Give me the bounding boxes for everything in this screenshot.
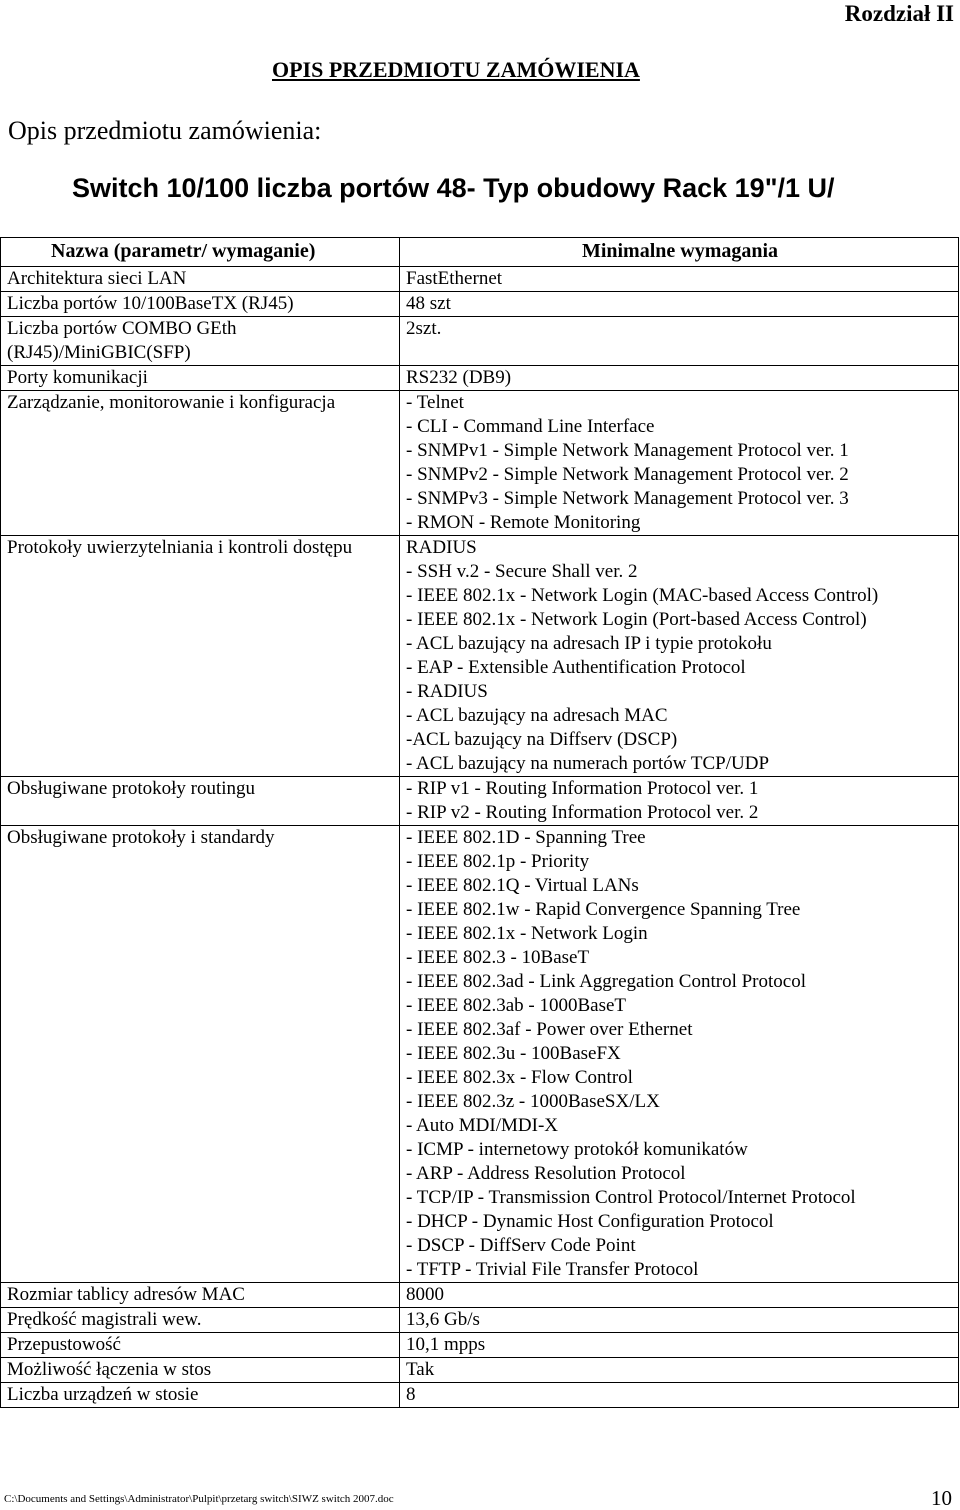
requirement-line: RS232 (DB9) — [406, 367, 512, 388]
requirement-line: -ACL bazujący na Diffserv (DSCP) — [406, 729, 678, 750]
requirement-line: 48 szt — [406, 293, 451, 314]
table-row — [1, 366, 959, 391]
requirement-line: - RMON - Remote Monitoring — [406, 512, 641, 533]
parameter-name: Architektura sieci LAN — [1, 267, 400, 292]
parameter-name: Liczba portów 10/100BaseTX (RJ45) — [1, 292, 400, 317]
parameter-name: Zarządzanie, monitorowanie i konfiguracja — [1, 391, 400, 536]
requirement-line: 8000 — [406, 1284, 444, 1305]
requirement-line: Tak — [406, 1359, 435, 1380]
requirement-line: - EAP - Extensible Authentification Protocol — [406, 657, 746, 678]
requirement-line: - RIP v2 - Routing Information Protocol ver. 2 — [406, 802, 759, 823]
requirement-line: - RADIUS — [406, 681, 488, 702]
header-name-column: Nazwa (parametr/ wymaganie) — [1, 238, 400, 267]
parameter-requirements — [400, 777, 959, 826]
header-requirements-column: Minimalne wymagania — [400, 238, 959, 267]
requirement-line: - ACL bazujący na adresach MAC — [406, 705, 668, 726]
requirement-line: - ACL bazujący na adresach IP i typie protokołu — [406, 633, 772, 654]
requirement-line: 2szt. — [406, 318, 442, 339]
parameter-name: Protokoły uwierzytelniania i kontroli dostępu — [1, 536, 400, 777]
requirement-line: - IEEE 802.1Q - Virtual LANs — [406, 875, 639, 896]
requirement-line: - SNMPv2 - Simple Network Management Protocol ver. 2 — [406, 464, 849, 485]
parameter-requirements — [400, 1333, 959, 1358]
requirement-line: - IEEE 802.3ab - 1000BaseT — [406, 995, 627, 1016]
requirement-line: - IEEE 802.1x - Network Login (Port-based Access Control) — [406, 609, 867, 630]
parameter-name: Obsługiwane protokoły routingu — [1, 777, 400, 826]
requirement-line: - TFTP - Trivial File Transfer Protocol — [406, 1259, 699, 1280]
requirement-line: - IEEE 802.3af - Power over Ethernet — [406, 1019, 693, 1040]
requirement-line: - Telnet — [406, 392, 464, 413]
parameter-name: Prędkość magistrali wew. — [1, 1308, 400, 1333]
parameter-requirements — [400, 536, 959, 777]
table-row — [1, 292, 959, 317]
footer-file-path: C:\Documents and Settings\Administrator\Pulpit\przetarg switch\SIWZ switch 2007.doc — [4, 1493, 394, 1505]
table-row — [1, 536, 959, 777]
requirement-line: - IEEE 802.1x - Network Login (MAC-based Access Control) — [406, 585, 879, 606]
parameter-name: Liczba urządzeń w stosie — [1, 1383, 400, 1408]
requirement-line: - CLI - Command Line Interface — [406, 416, 655, 437]
spec-table-body — [1, 267, 959, 1408]
requirement-line: - IEEE 802.1x - Network Login — [406, 923, 648, 944]
requirement-line: - SSH v.2 - Secure Shall ver. 2 — [406, 561, 638, 582]
table-row — [1, 1358, 959, 1383]
requirement-line: - IEEE 802.3 - 10BaseT — [406, 947, 590, 968]
parameter-requirements — [400, 391, 959, 536]
table-row — [1, 267, 959, 292]
product-title: Switch 10/100 liczba portów 48- Typ obudowy Rack 19"/1 U/ — [72, 173, 835, 203]
requirement-line: - Auto MDI/MDI-X — [406, 1115, 558, 1136]
parameter-name: Porty komunikacji — [1, 366, 400, 391]
parameter-requirements — [400, 1383, 959, 1408]
parameter-requirements — [400, 292, 959, 317]
table-row — [1, 777, 959, 826]
requirement-line: 13,6 Gb/s — [406, 1309, 480, 1330]
requirement-line: - IEEE 802.3u - 100BaseFX — [406, 1043, 621, 1064]
parameter-requirements — [400, 267, 959, 292]
intro-heading: Opis przedmiotu zamówienia: — [8, 116, 322, 145]
parameter-name: Możliwość łączenia w stos — [1, 1358, 400, 1383]
parameter-requirements — [400, 1283, 959, 1308]
requirement-line: FastEthernet — [406, 268, 503, 289]
requirement-line: - ACL bazujący na numerach portów TCP/UDP — [406, 753, 770, 774]
requirement-line: - IEEE 802.1p - Priority — [406, 851, 590, 872]
spec-table — [0, 237, 959, 1408]
requirement-line: - IEEE 802.1w - Rapid Convergence Spanning Tree — [406, 899, 801, 920]
table-row — [1, 1333, 959, 1358]
chapter-label: Rozdział II — [844, 1, 954, 26]
requirement-line: - SNMPv3 - Simple Network Management Protocol ver. 3 — [406, 488, 849, 509]
parameter-requirements — [400, 1308, 959, 1333]
table-row — [1, 1308, 959, 1333]
parameter-requirements — [400, 826, 959, 1283]
table-row — [1, 317, 959, 366]
requirement-line: - SNMPv1 - Simple Network Management Protocol ver. 1 — [406, 440, 849, 461]
parameter-name: Liczba portów COMBO GEth (RJ45)/MiniGBIC(SFP) — [1, 317, 400, 366]
parameter-name: Rozmiar tablicy adresów MAC — [1, 1283, 400, 1308]
parameter-requirements — [400, 366, 959, 391]
requirement-line: - IEEE 802.3ad - Link Aggregation Control Protocol — [406, 971, 806, 992]
table-row — [1, 1383, 959, 1408]
parameter-requirements — [400, 317, 959, 366]
requirement-line: - IEEE 802.1D - Spanning Tree — [406, 827, 646, 848]
parameter-name: Obsługiwane protokoły i standardy — [1, 826, 400, 1283]
table-row — [1, 391, 959, 536]
requirement-line: - ICMP - internetowy protokół komunikatów — [406, 1139, 748, 1160]
requirement-line: - TCP/IP - Transmission Control Protocol/Internet Protocol — [406, 1187, 856, 1208]
requirement-line: 8 — [406, 1384, 416, 1405]
requirement-line: RADIUS — [406, 537, 477, 558]
requirement-line: - RIP v1 - Routing Information Protocol ver. 1 — [406, 778, 759, 799]
requirement-line: - DSCP - DiffServ Code Point — [406, 1235, 636, 1256]
requirement-line: - DHCP - Dynamic Host Configuration Protocol — [406, 1211, 774, 1232]
requirement-line: - ARP - Address Resolution Protocol — [406, 1163, 686, 1184]
requirement-line: - IEEE 802.3z - 1000BaseSX/LX — [406, 1091, 660, 1112]
page-number: 10 — [931, 1486, 952, 1510]
document-title: OPIS PRZEDMIOTU ZAMÓWIENIA — [272, 57, 640, 82]
parameter-requirements — [400, 1358, 959, 1383]
table-row — [1, 1283, 959, 1308]
spec-table-header — [1, 238, 959, 267]
requirement-line: 10,1 mpps — [406, 1334, 486, 1355]
table-row — [1, 826, 959, 1283]
parameter-name: Przepustowość — [1, 1333, 400, 1358]
requirement-line: - IEEE 802.3x - Flow Control — [406, 1067, 633, 1088]
